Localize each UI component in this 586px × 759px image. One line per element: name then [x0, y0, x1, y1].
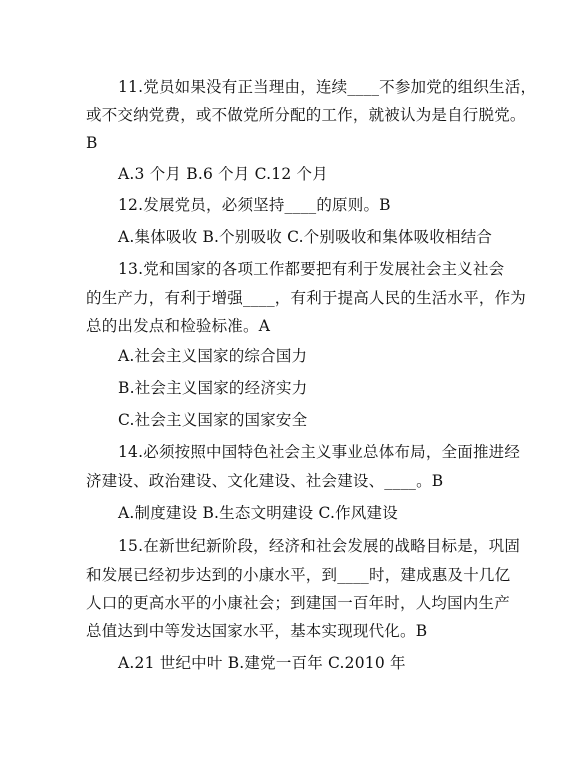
question-12-options: A.集体吸收 B.个别吸收 C.个别吸收和集体吸收相结合 — [118, 228, 493, 246]
question-15-line-1: 15.在新世纪新阶段，经济和社会发展的战略目标是，巩固 — [118, 537, 521, 555]
question-11-line-1: 11.党员如果没有正当理由，连续____不参加党的组织生活， — [118, 78, 537, 96]
question-11-options: A.3 个月 B.6 个月 C.12 个月 — [118, 165, 328, 183]
question-13-option-a: A.社会主义国家的综合国力 — [118, 347, 308, 365]
question-14-line-1: 14.必须按照中国特色社会主义事业总体布局，全面推进经 — [118, 443, 521, 461]
question-15-line-3: 人口的更高水平的小康社会；到建国一百年时，人均国内生产 — [86, 594, 510, 612]
question-15-line-4: 总值达到中等发达国家水平，基本实现现代化。B — [86, 622, 428, 640]
question-13-line-1: 13.党和国家的各项工作都要把有利于发展社会主义社会 — [118, 260, 505, 278]
question-14-line-2: 济建设、政治建设、文化建设、社会建设、____。B — [86, 472, 444, 490]
question-15-line-2: 和发展已经初步达到的小康水平，到____时，建成惠及十几亿 — [86, 566, 511, 584]
question-13-line-3: 总的出发点和检验标准。A — [86, 317, 271, 335]
question-15-options: A.21 世纪中叶 B.建党一百年 C.2010 年 — [118, 654, 406, 672]
question-13-option-b: B.社会主义国家的经济实力 — [118, 379, 308, 397]
question-11-line-2: 或不交纳党费，或不做党所分配的工作，就被认为是自行脱党。 — [86, 106, 526, 124]
question-13-option-c: C.社会主义国家的国家安全 — [118, 411, 308, 429]
question-14-options: A.制度建设 B.生态文明建设 C.作风建设 — [118, 504, 398, 522]
question-13-line-2: 的生产力，有利于增强____，有利于提高人民的生活水平，作为 — [86, 289, 527, 307]
question-12-line-1: 12.发展党员，必须坚持____的原则。B — [118, 196, 391, 214]
question-11-answer: B — [86, 134, 98, 152]
